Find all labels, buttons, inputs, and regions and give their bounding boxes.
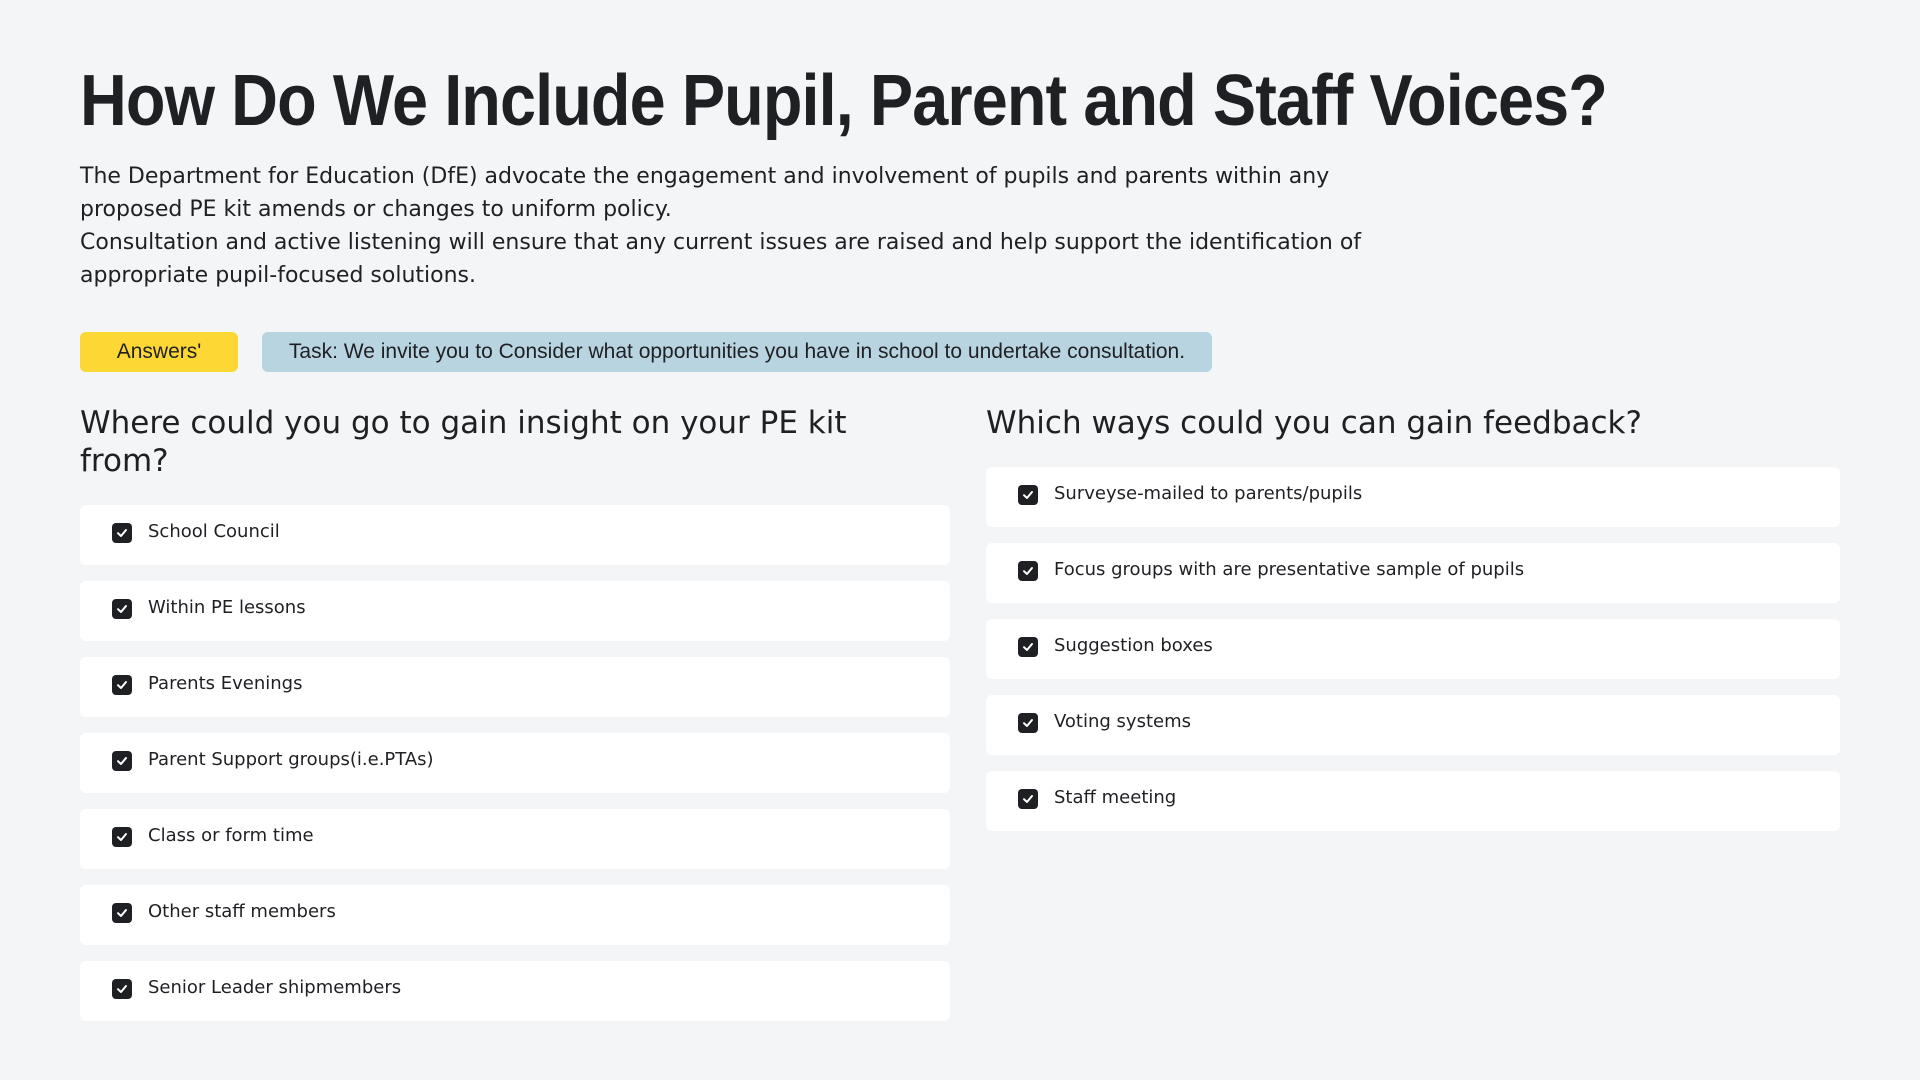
list-item [986,543,1840,603]
list-item [80,581,950,641]
right-column-heading: Which ways could you can gain feedback? [986,405,1642,441]
list-item-label: Voting systems [1054,711,1191,732]
list-item-label: Other staff members [148,901,336,922]
list-item-label: School Council [148,521,280,542]
list-item-label: Staff meeting [1054,787,1177,808]
checkbox-checked-icon[interactable] [112,827,132,847]
checkbox-checked-icon[interactable] [112,979,132,999]
list-item-label: Suggestion boxes [1054,635,1213,656]
task-banner: Task: We invite you to Consider what opportunities you have in school to undertake consultation. [262,332,1212,372]
list-item-label: Senior Leader shipmembers [148,977,402,998]
list-item-label: Surveyse-mailed to parents/pupils [1054,483,1363,504]
list-item-label: Parent Support groups(i.e.PTAs) [148,749,434,770]
checkbox-checked-icon[interactable] [112,675,132,695]
list-item [80,733,950,793]
checkbox-checked-icon[interactable] [1018,789,1038,809]
checkbox-checked-icon[interactable] [1018,713,1038,733]
checkbox-checked-icon[interactable] [112,523,132,543]
insight-list [80,505,950,1037]
list-item [986,771,1840,831]
checkbox-checked-icon[interactable] [112,751,132,771]
intro-text [80,160,1410,292]
feedback-list [986,467,1840,847]
answers-button[interactable]: Answers' [80,332,238,372]
list-item [80,657,950,717]
list-item [80,505,950,565]
intro-paragraph-1: The Department for Education (DfE) advocate the engagement and involvement of pupils and parents within any proposed PE kit amends or changes to uniform policy. [80,164,1330,222]
list-item-label: Focus groups with are presentative sample of pupils [1054,559,1525,580]
list-item [80,885,950,945]
list-item-label: Parents Evenings [148,673,303,694]
checkbox-checked-icon[interactable] [1018,485,1038,505]
list-item [986,695,1840,755]
left-column-heading: Where could you go to gain insight on your PE kit from? [80,405,847,479]
checkbox-checked-icon[interactable] [112,903,132,923]
list-item-label: Class or form time [148,825,314,846]
list-item [80,961,950,1021]
checkbox-checked-icon[interactable] [1018,637,1038,657]
checkbox-checked-icon[interactable] [112,599,132,619]
page-title: How Do We Include Pupil, Parent and Staff Voices? [80,61,1607,141]
checkbox-checked-icon[interactable] [1018,561,1038,581]
list-item-label: Within PE lessons [148,597,306,618]
list-item [986,467,1840,527]
list-item [80,809,950,869]
list-item [986,619,1840,679]
intro-paragraph-2: Consultation and active listening will ensure that any current issues are raised and help support the identification of appropriate pupil-focused solutions. [80,230,1362,288]
